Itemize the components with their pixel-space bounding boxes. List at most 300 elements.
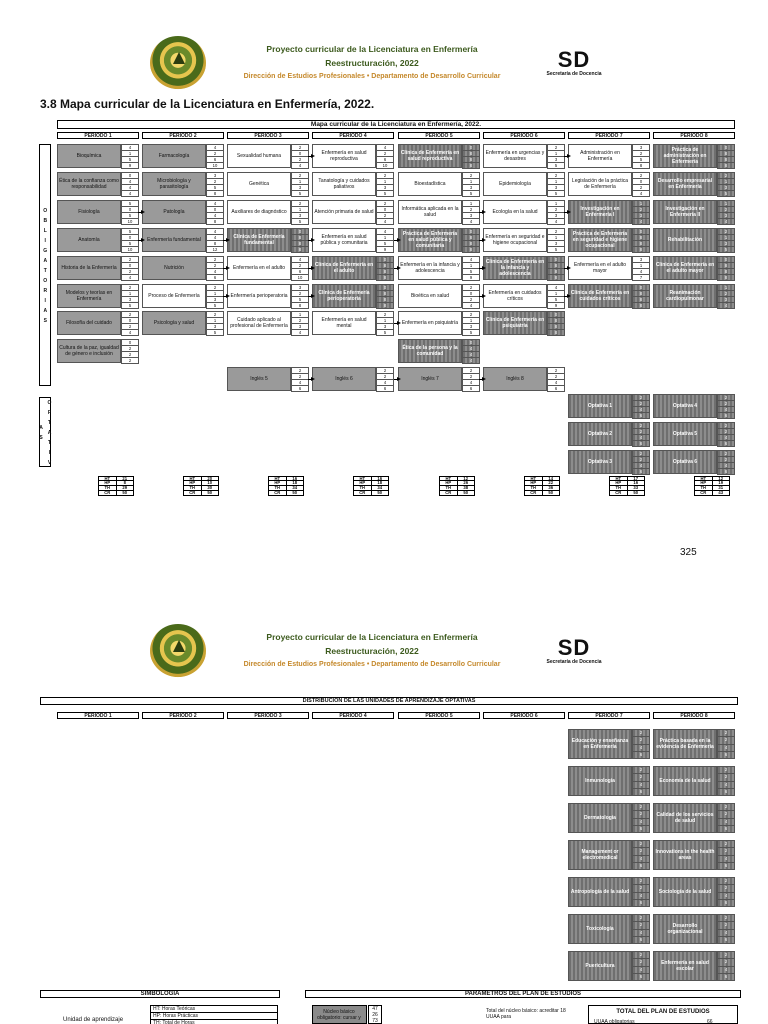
total-value: 16 (633, 480, 639, 485)
total-value: 16 (292, 476, 298, 481)
hour-value: 5 (632, 157, 650, 163)
hour-value: 4 (462, 303, 480, 309)
total-value: 34 (377, 485, 383, 490)
hour-value: 0 (547, 256, 565, 263)
hour-value: 2 (547, 367, 565, 374)
hour-value: 2 (632, 457, 650, 463)
hour-value: 8 (376, 303, 394, 309)
course-name: Práctica de Enfermería en salud pública y comunitaria (398, 228, 462, 252)
hour-value: 10 (121, 219, 139, 225)
hour-value: 8 (462, 163, 480, 169)
course-cell (483, 228, 565, 252)
hour-value: 2 (717, 429, 735, 435)
course-name: Tanatología y cuidados paliativos (312, 172, 376, 196)
hour-value: 1 (291, 179, 309, 185)
course-name: Bioética en salud (398, 284, 462, 308)
total-label: HP (354, 481, 372, 485)
course-cell (653, 394, 735, 418)
hour-value: 1 (206, 318, 224, 324)
hour-value: 3 (462, 324, 480, 330)
course-cell (142, 228, 224, 252)
course-hours (376, 256, 394, 280)
course-hours (376, 172, 394, 196)
hour-value: 8 (632, 297, 650, 303)
sd-logo: SD Secretaría de Docencia (546, 47, 602, 77)
hour-value: 0 (121, 318, 139, 324)
course-name: Legislación de la práctica de Enfermería (568, 172, 632, 196)
course-cell (398, 311, 480, 335)
course-name: Psicología y salud (142, 311, 206, 335)
course-cell (483, 144, 565, 168)
hour-value: 4 (376, 144, 394, 151)
obligatorias-label: O B L I G A T O R I A S (39, 144, 51, 386)
total-label: HP (269, 481, 287, 485)
total-row (268, 491, 304, 496)
course-hours (206, 172, 224, 196)
course-hours (121, 200, 139, 224)
hour-value: 2 (291, 318, 309, 324)
simbologia-label: Unidad de aprendizaje (63, 1017, 124, 1023)
course-cell (142, 144, 224, 168)
course-hours (121, 172, 139, 196)
course-name: Clínica de Enfermería en la infancia y adolescencia (483, 256, 547, 280)
hour-value: 2 (717, 885, 735, 892)
course-hours (376, 200, 394, 224)
total-label: HP (99, 481, 117, 485)
prerequisite-arrow (138, 240, 143, 241)
hour-value: 8 (206, 191, 224, 197)
optativa-name: Puericultura (568, 951, 632, 981)
course-cell (653, 284, 735, 308)
hour-value: 1 (462, 318, 480, 324)
hour-value: 4 (717, 930, 735, 937)
hour-value: 4 (121, 275, 139, 281)
prerequisite-arrow (479, 212, 484, 213)
course-cell (568, 144, 650, 168)
course-name: Enfermería en urgencias y desastres (483, 144, 547, 168)
course-hours (291, 367, 309, 391)
course-hours (121, 256, 139, 280)
total-label: TH (354, 486, 372, 490)
course-cell (57, 284, 139, 308)
course-hours (717, 284, 735, 308)
course-cell (398, 172, 480, 196)
hour-value: 0 (206, 207, 224, 213)
course-cell (227, 228, 309, 252)
hour-value: 4 (632, 435, 650, 441)
hour-value: 6 (206, 157, 224, 163)
course-name: Epidemiología (483, 172, 547, 196)
total-label: HT (269, 477, 287, 480)
prerequisite-arrow (308, 156, 313, 157)
hour-value: 2 (717, 951, 735, 959)
hour-value: 8 (717, 157, 735, 163)
course-name: Filosofía del cuidado (57, 311, 121, 335)
course-hours (376, 284, 394, 308)
hour-value: 8 (547, 324, 565, 330)
course-hours (632, 228, 650, 252)
hour-value: 0 (121, 172, 139, 179)
hour-value: 2 (376, 213, 394, 219)
course-hours (376, 144, 394, 168)
period-header: PERIODO 4 (312, 132, 394, 139)
course-hours (376, 367, 394, 391)
optativa-cell (568, 914, 650, 944)
hour-value: 5 (547, 191, 565, 197)
hour-value: 2 (717, 207, 735, 213)
course-name: Enfermería en salud pública y comunitaria (312, 228, 376, 252)
hour-value: 10 (376, 163, 394, 169)
hour-value: 5 (547, 297, 565, 303)
hour-value: 2 (462, 172, 480, 179)
course-cell (312, 256, 394, 280)
hour-value: 2 (121, 352, 139, 358)
total-label: HP (440, 481, 458, 485)
total-label: HT (525, 477, 543, 480)
total-value: 21 (122, 476, 128, 481)
total-label: HT (184, 477, 202, 480)
total-value: 20 (207, 476, 213, 481)
hour-value: 1 (632, 200, 650, 207)
course-hours (462, 200, 480, 224)
course-hours (547, 367, 565, 391)
course-hours (376, 311, 394, 335)
course-cell (57, 200, 139, 224)
hour-value: 4 (717, 856, 735, 863)
optativa-cell (568, 840, 650, 870)
course-name: Atención primaria de salud (312, 200, 376, 224)
course-cell (568, 228, 650, 252)
optativa-name: Economía de la salud (653, 766, 717, 796)
prerequisite-arrow (394, 379, 399, 380)
hour-value: 6 (717, 413, 735, 419)
hour-value: 2 (206, 151, 224, 157)
hour-value: 0 (462, 144, 480, 151)
optativa-hours (717, 729, 735, 759)
hour-value: 4 (206, 235, 224, 241)
total-label: CR (440, 491, 458, 495)
total-label: HP (695, 481, 713, 485)
hour-value: 5 (121, 303, 139, 309)
course-hours (717, 172, 735, 196)
header-line1: Proyecto curricular de la Licenciatura en Enfermería (266, 44, 478, 54)
period-header: PERIODO 7 (568, 712, 650, 719)
total-label: HP (525, 481, 543, 485)
course-name: Enfermería en el adulto (227, 256, 291, 280)
total-label: TH (269, 486, 287, 490)
hour-value: 2 (291, 263, 309, 269)
hour-value: 2 (632, 951, 650, 959)
course-name: Enfermería en la infancia y adolescencia (398, 256, 462, 280)
hour-value: 2 (206, 284, 224, 291)
optativas-title: DISTRIBUCIÓN DE LAS UNIDADES DE APRENDIZAJE OPTATIVAS (40, 697, 738, 705)
course-hours (547, 228, 565, 252)
hour-value: 2 (462, 311, 480, 318)
course-cell (227, 200, 309, 224)
hour-value: 2 (632, 922, 650, 929)
hour-value: 8 (547, 263, 565, 269)
optativa-hours (632, 877, 650, 907)
prerequisite-arrow (308, 240, 313, 241)
hour-value: 4 (462, 346, 480, 352)
hour-value: 4 (632, 893, 650, 900)
course-name: Optativa 2 (568, 422, 632, 446)
hour-value: 2 (632, 422, 650, 429)
period-header: PERIODO 7 (568, 132, 650, 139)
course-cell (568, 200, 650, 224)
period-header: PERIODO 3 (227, 712, 309, 719)
hour-value: 0 (121, 339, 139, 346)
hour-value: 10 (121, 247, 139, 253)
hour-value: 0 (547, 311, 565, 318)
hour-value: 4 (717, 407, 735, 413)
course-hours (717, 450, 735, 474)
course-name: Clínica de Enfermería en psiquiatría (483, 311, 547, 335)
course-name: Clínica de Enfermería en cuidados críticos (568, 284, 632, 308)
period-total (353, 476, 389, 496)
total-plan-box: TOTAL DEL PLAN DE ESTUDIOS UUAA obligatorias 66 (588, 1005, 738, 1024)
hour-value: 2 (206, 311, 224, 318)
hour-value: 8 (632, 163, 650, 169)
course-hours (632, 450, 650, 474)
course-name: Enfermería fundamental (142, 228, 206, 252)
hour-value: 2 (717, 774, 735, 781)
course-name: Bioquímica (57, 144, 121, 168)
hour-value: 4 (632, 782, 650, 789)
course-hours (462, 228, 480, 252)
hour-value: 4 (462, 256, 480, 263)
university-seal-icon (150, 36, 206, 90)
course-cell (142, 284, 224, 308)
hour-value: 8 (547, 330, 565, 336)
total-value: 30 (207, 485, 213, 490)
hour-value: 8 (717, 151, 735, 157)
total-value: 29 (122, 485, 128, 490)
optativa-cell (653, 877, 735, 907)
hour-value: 0 (632, 284, 650, 291)
hour-value: 6 (717, 974, 735, 981)
period-total (694, 476, 730, 496)
hour-value: 2 (291, 172, 309, 179)
course-cell (398, 339, 480, 363)
hour-value: 2 (717, 914, 735, 922)
hour-value: 6 (717, 826, 735, 833)
hour-value: 6 (632, 937, 650, 944)
total-label: TH (525, 486, 543, 490)
hour-value: 3 (547, 185, 565, 191)
hour-value: 1 (291, 207, 309, 213)
optativa-hours (632, 840, 650, 870)
hour-value: 12 (206, 247, 224, 253)
hour-value: 0 (462, 228, 480, 235)
course-cell (653, 256, 735, 280)
course-hours (121, 144, 139, 168)
optativa-name: Enfermería en salud escolar (653, 951, 717, 981)
optativa-cell (653, 766, 735, 796)
course-cell (568, 422, 650, 446)
hour-value: 5 (462, 269, 480, 275)
prerequisite-arrow (394, 240, 399, 241)
course-cell (57, 172, 139, 196)
hour-value: 8 (632, 291, 650, 297)
hour-value: 4 (632, 967, 650, 974)
course-cell (227, 367, 309, 391)
hour-value: 2 (376, 200, 394, 207)
hour-value: 5 (121, 213, 139, 219)
course-name: Informática aplicada en la salud (398, 200, 462, 224)
course-cell (398, 256, 480, 280)
course-hours (547, 284, 565, 308)
hour-value: 4 (121, 144, 139, 151)
optativa-cell (568, 766, 650, 796)
hour-value: 4 (717, 967, 735, 974)
parametros-title: PARAMETROS DEL PLAN DE ESTUDIOS (305, 990, 741, 998)
period-header: PERIODO 3 (227, 132, 309, 139)
nucleo-basico-box: Núcleo básico obligatorio: cursar y (312, 1005, 367, 1024)
prerequisite-arrow (308, 379, 313, 380)
course-hours (632, 144, 650, 168)
hour-value: 5 (547, 247, 565, 253)
hour-value: 8 (632, 303, 650, 309)
hour-value: 1 (462, 200, 480, 207)
hour-value: 3 (206, 324, 224, 330)
optativa-hours (717, 840, 735, 870)
hour-value: 4 (717, 303, 735, 309)
hour-value: 3 (632, 144, 650, 151)
hour-value: 2 (717, 729, 735, 737)
hour-value: 4 (632, 269, 650, 275)
course-cell (57, 311, 139, 335)
course-hours (291, 256, 309, 280)
hour-value: 1 (547, 200, 565, 207)
optativa-cell (653, 914, 735, 944)
hour-value: 4 (121, 330, 139, 336)
course-name: Clínica de Enfermería fundamental (227, 228, 291, 252)
course-name: Enfermería en salud mental (312, 311, 376, 335)
hour-value: 4 (206, 213, 224, 219)
hour-value: 2 (462, 297, 480, 303)
hour-value: 3 (462, 213, 480, 219)
period-total (183, 476, 219, 496)
total-value: 18 (377, 480, 383, 485)
hour-value: 3 (206, 297, 224, 303)
course-name: Anatomía (57, 228, 121, 252)
hour-value: 1 (206, 291, 224, 297)
period-header: PERIODO 2 (142, 712, 224, 719)
hour-value: 2 (632, 840, 650, 848)
course-name: Optativa 1 (568, 394, 632, 418)
total-label: HT (440, 477, 458, 480)
course-hours (632, 200, 650, 224)
hour-value: 4 (291, 330, 309, 336)
total-label: HT (610, 477, 628, 480)
hour-value: 8 (632, 235, 650, 241)
course-hours (717, 422, 735, 446)
hour-value: 2 (547, 207, 565, 213)
course-hours (291, 200, 309, 224)
prerequisite-arrow (479, 379, 484, 380)
hour-value: 5 (121, 200, 139, 207)
total-label: CR (695, 491, 713, 495)
hour-value: 2 (206, 263, 224, 269)
period-header: PERIODO 5 (398, 132, 480, 139)
optativa-name: Calidad de los servicios de salud (653, 803, 717, 833)
hour-value: 8 (206, 219, 224, 225)
hour-value: 5 (121, 157, 139, 163)
hour-value: 3 (121, 297, 139, 303)
course-cell (568, 256, 650, 280)
total-value: 19 (718, 480, 724, 485)
hour-value: 3 (206, 172, 224, 179)
header-line3: Dirección de Estudios Profesionales • Departamento de Desarrollo Curricular (243, 73, 501, 80)
course-name: Clínica de Enfermería perioperatoria (312, 284, 376, 308)
hour-value: 2 (632, 429, 650, 435)
hour-value: 6 (632, 752, 650, 759)
hour-value: 2 (121, 346, 139, 352)
optativa-hours (632, 914, 650, 944)
sd-logo: SD Secretaría de Docencia (546, 635, 602, 665)
hour-value: 2 (717, 922, 735, 929)
course-hours (462, 367, 480, 391)
course-hours (291, 311, 309, 335)
course-cell (483, 284, 565, 308)
period-total (524, 476, 560, 496)
hour-value: 5 (206, 330, 224, 336)
course-name: Microbiología y parasitología (142, 172, 206, 196)
hour-value: 2 (121, 256, 139, 263)
course-hours (121, 228, 139, 252)
course-hours (206, 144, 224, 168)
hour-value: 9 (547, 303, 565, 309)
hour-value: 8 (291, 303, 309, 309)
page-header-2: Proyecto curricular de la Licenciatura en Enfermería Reestructuración, 2022 Dirección de Estudios Profesionales • Departamento de Desarrollo Curricular SD Secretaría de Docencia (150, 622, 610, 680)
hour-value: 4 (206, 200, 224, 207)
total-value: 12 (463, 476, 469, 481)
hour-value: 2 (206, 256, 224, 263)
hour-value: 8 (291, 247, 309, 253)
hour-value: 0 (121, 235, 139, 241)
optativa-name: Desarrollo organizacional (653, 914, 717, 944)
hour-value: 1 (547, 179, 565, 185)
course-name: Optativa 3 (568, 450, 632, 474)
hour-value: 8 (717, 263, 735, 269)
total-label: HP (184, 481, 202, 485)
hour-value: 2 (632, 151, 650, 157)
total-value: 50 (463, 490, 469, 495)
total-label: HT (354, 477, 372, 480)
hour-value: 4 (462, 358, 480, 364)
course-hours (717, 394, 735, 418)
course-cell (312, 200, 394, 224)
optativa-hours (632, 951, 650, 981)
total-value: 50 (122, 490, 128, 495)
course-hours (206, 284, 224, 308)
course-hours (462, 256, 480, 280)
course-hours (291, 144, 309, 168)
hour-value: 1 (291, 311, 309, 318)
total-value: 17 (633, 476, 639, 481)
optativa-hours (717, 803, 735, 833)
course-name: Optativa 4 (653, 394, 717, 418)
hour-value: 5 (291, 219, 309, 225)
hour-value: 3 (632, 256, 650, 263)
hour-value: 8 (462, 157, 480, 163)
course-cell (57, 144, 139, 168)
total-label: TH (440, 486, 458, 490)
hour-value: 3 (547, 241, 565, 247)
hour-value: 3 (547, 213, 565, 219)
period-header: PERIODO 8 (653, 132, 735, 139)
